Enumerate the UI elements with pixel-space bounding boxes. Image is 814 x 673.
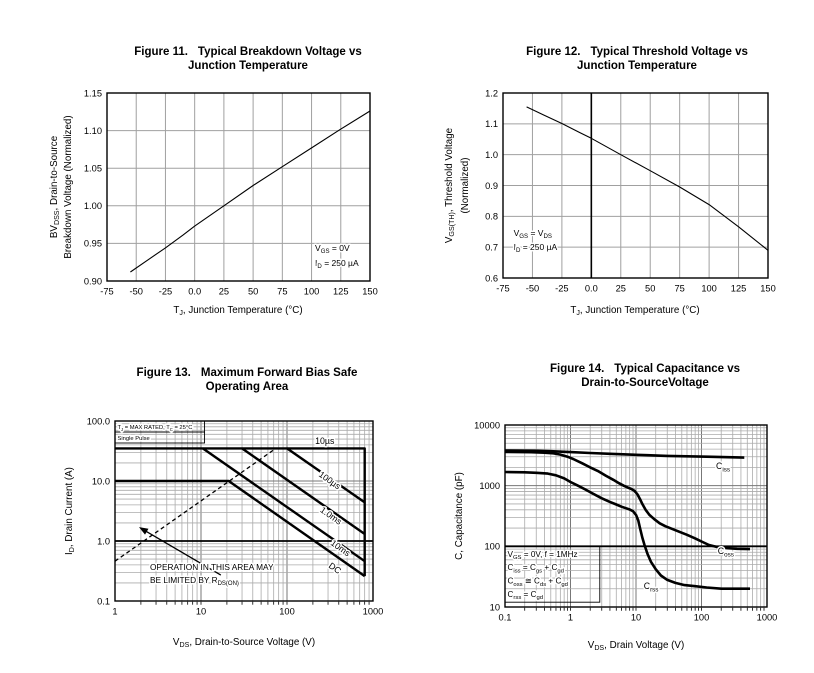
figure-12-title	[487, 45, 787, 73]
figure-14-plot	[440, 405, 800, 660]
svg-text:125: 125	[333, 286, 349, 297]
svg-text:ID = 250 µA: $I_D = 250$ µA	[513, 241, 558, 254]
svg-text:Coss: $C_{oss}$	[717, 546, 734, 559]
svg-text:10: 10	[195, 606, 207, 617]
svg-text:0.95: 0.95	[83, 238, 102, 249]
figure-12-title-line1: Figure 12. Typical Threshold Voltage vs	[526, 46, 748, 58]
svg-text:100: 100	[303, 286, 320, 297]
figure-12-plot	[435, 80, 795, 330]
svg-text:100: 100	[484, 541, 500, 552]
svg-text:Coss ≅ Cds + Cgd: $C_{oss}$ ≅ $C_{ds} + C_{gd}$	[507, 576, 568, 588]
svg-text:150: 150	[362, 286, 378, 297]
svg-text:OPERATION IN THIS AREA MAY: OPERATION IN THIS AREA MAY	[149, 561, 274, 572]
svg-text:0.1: 0.1	[498, 612, 512, 623]
svg-text:75: 75	[277, 286, 288, 297]
svg-text:50: 50	[247, 286, 259, 297]
svg-text:-75: -75	[496, 283, 510, 294]
svg-text:25: 25	[218, 286, 230, 297]
figure-13-title-line2: Operating Area	[205, 381, 289, 393]
svg-text:50: 50	[645, 283, 656, 294]
svg-text:100µs: 100µs	[316, 469, 343, 492]
svg-text:VGS = 0V: $V_{GS} = 0V$	[315, 242, 350, 256]
figure-11-plot	[40, 80, 400, 330]
svg-text:BE LIMITED BY RDS(ON): BE LIMITED BY $R_{DS(ON)}$	[149, 574, 239, 588]
svg-text:-25: -25	[555, 283, 569, 294]
svg-text:75: 75	[674, 283, 685, 294]
svg-text:1.2: 1.2	[485, 88, 498, 99]
svg-text:25: 25	[615, 283, 626, 294]
svg-text:-25: -25	[158, 286, 173, 297]
svg-text:1.1: 1.1	[485, 119, 498, 130]
svg-text:Breakdown Voltage (Normalized): Breakdown Voltage (Normalized)	[63, 115, 74, 259]
svg-text:VDS, Drain Voltage (V): $V_{DS}$, Drain Voltage (V)	[587, 640, 685, 653]
svg-text:0.9: 0.9	[485, 180, 498, 191]
svg-text:VDS, Drain-to-Source Voltage (: $V_{DS}$, Drain-to-Source Voltage (V)	[172, 637, 316, 650]
svg-text:VGS(TH), Threshold Voltage: $V_{GS(TH)}$, Threshold Voltage	[444, 127, 457, 244]
svg-text:100: 100	[693, 612, 710, 623]
svg-text:150: 150	[760, 283, 776, 294]
svg-text:VGS = VDS: $V_{GS} = V_{DS}$	[513, 227, 552, 240]
svg-text:Ciss = Cgs + Cgd: $C_{iss} = C_{gs} + C_{gd}$	[507, 563, 564, 575]
svg-text:Crss: $C_{rss}$	[643, 581, 659, 594]
svg-text:TJ, Junction Temperature (°C): $T_J$, Junction Temperature (°C)	[173, 305, 303, 318]
svg-text:Crss = Cgd: $C_{rss} = C_{gd}$	[507, 590, 544, 602]
svg-text:VGS = 0V, f = 1MHz: $V_{GS} = 0V$, f = 1MHz	[507, 549, 578, 562]
svg-text:0.0: 0.0	[188, 286, 202, 297]
svg-text:-50: -50	[525, 283, 540, 294]
svg-text:0.7: 0.7	[485, 242, 498, 253]
svg-text:0.1: 0.1	[97, 596, 110, 607]
svg-text:-50: -50	[129, 286, 143, 297]
svg-text:1.0: 1.0	[485, 149, 498, 160]
figure-11-title-line2: Junction Temperature	[188, 60, 308, 72]
svg-text:100: 100	[279, 606, 295, 617]
svg-text:1.05: 1.05	[83, 163, 102, 174]
svg-text:0.90: 0.90	[83, 276, 102, 287]
svg-text:10µs: 10µs	[315, 436, 335, 447]
svg-text:-75: -75	[100, 286, 114, 297]
figure-13-plot	[48, 405, 408, 657]
svg-text:TJ, Junction Temperature (°C): $T_J$, Junction Temperature (°C)	[570, 305, 700, 318]
svg-text:(Normalized): (Normalized)	[460, 157, 471, 214]
svg-text:100: 100	[701, 283, 717, 294]
svg-text:1: 1	[112, 606, 118, 617]
figure-14-title-line2: Drain-to-SourceVoltage	[581, 377, 709, 389]
svg-text:125: 125	[730, 283, 747, 294]
svg-text:0.6: 0.6	[485, 273, 498, 284]
svg-text:ID, Drain Current (A): $I_D$, Drain Current (A)	[64, 467, 77, 555]
svg-text:1.0ms: 1.0ms	[318, 504, 344, 527]
figure-11-title	[98, 45, 398, 73]
svg-text:10.0: 10.0	[91, 476, 110, 487]
svg-text:10: 10	[630, 612, 642, 623]
svg-text:1.10: 1.10	[83, 125, 102, 136]
svg-text:1000: 1000	[756, 612, 778, 623]
svg-text:10000: 10000	[474, 420, 500, 431]
svg-text:Single Pulse: Single Pulse	[117, 436, 150, 442]
svg-text:10: 10	[489, 602, 500, 613]
svg-text:DC: DC	[326, 560, 344, 576]
figure-14-title	[495, 362, 795, 390]
figure-12-title-line2: Junction Temperature	[577, 60, 697, 72]
svg-text:Ciss: $C_{iss}$	[715, 461, 731, 474]
svg-text:0.0: 0.0	[584, 283, 598, 294]
svg-text:1000: 1000	[362, 606, 384, 617]
svg-text:1.0: 1.0	[97, 536, 110, 547]
svg-text:C, Capacitance (pF): C, Capacitance (pF)	[454, 472, 465, 560]
svg-text:1: 1	[567, 612, 574, 623]
svg-text:1.00: 1.00	[83, 201, 102, 212]
figure-14-title-line1: Figure 14. Typical Capacitance vs	[549, 363, 741, 375]
svg-text:100.0: 100.0	[86, 416, 110, 427]
svg-text:TJ = MAX RATED, TC = 25°C: $T_J$ = MAX RATED, $T_C = 25^\circ C$	[117, 425, 193, 433]
figure-13-title-line1: Figure 13. Maximum Forward Bias Safe	[136, 367, 358, 379]
svg-text:1000: 1000	[479, 480, 500, 491]
svg-text:0.8: 0.8	[485, 211, 498, 222]
svg-text:1.15: 1.15	[83, 88, 102, 99]
figure-13-title	[97, 366, 397, 394]
svg-text:BVDSS, Drain-to-Source: $BV_{DSS}$, Drain-to-Source	[49, 135, 62, 239]
figure-11-title-line1: Figure 11. Typical Breakdown Voltage vs	[134, 46, 362, 58]
svg-text:10ms: 10ms	[328, 537, 353, 559]
svg-text:ID = 250 µA: $I_D = 250$ µA	[315, 257, 359, 271]
